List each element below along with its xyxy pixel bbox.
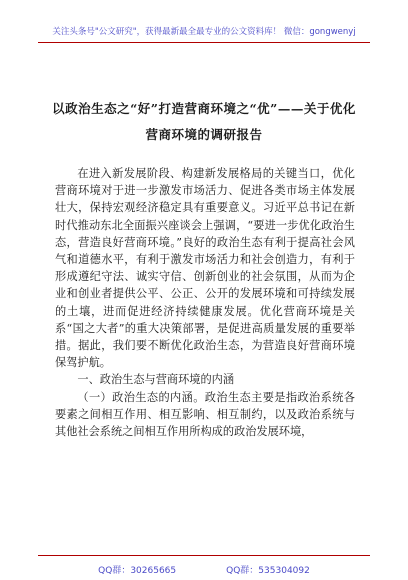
document-title-line-1: 以政治生态之“好”打造营商环境之“优”——关于优化 <box>52 101 356 116</box>
footer <box>0 563 408 576</box>
footer-divider <box>38 555 370 556</box>
footer-qq-group-1: QQ群：30265665 <box>98 566 177 576</box>
section-heading: 一、政治生态与营商环境的内涵 <box>77 373 235 387</box>
document-body <box>55 165 355 440</box>
paragraph-intro: 在进入新发展阶段、构建新发展格局的关键当口，优化营商环境对于进一步激发市场活力、促进各类市场主体发展壮大，保持宏观经济稳定具有重要意义。习近平总书记在新时代推动东北全面振兴座谈会上强调，“要进一步优化政治生态，营造良好营商环境。”良好的政治生态有利于提高社会风气和道德水平，有利于激发市场活力和社会创造力，有利于形成遵纪守法、诚实守信、创新创业的社会氛围，从而为企业和创业者提供公平、公正、公开的发展环境和可持续发展的土壤，进而促进经济持续健康发展。优化营商环境是关系“国之大者”的重大决策部署，是促进高质量发展的重要举措。据此，我们要不断优化政治生态，为营造良好营商环境保驾护航。 <box>55 167 355 370</box>
header-divider <box>38 42 370 43</box>
footer-qq-group-2: QQ群：535304092 <box>226 566 310 576</box>
header-banner: 关注头条号"公文研究"，获得最新最全最专业的公文资料库！ 微信：gongwenyj <box>52 27 356 37</box>
paragraph-subsection: （一）政治生态的内涵。政治生态主要是指政治系统各要素之间相互作用、相互影响、相互制约，以及政治系统与其他社会系统之间相互作用所构成的政治发展环境， <box>55 390 355 439</box>
document-title-line-2: 营商环境的调研报告 <box>145 127 263 142</box>
